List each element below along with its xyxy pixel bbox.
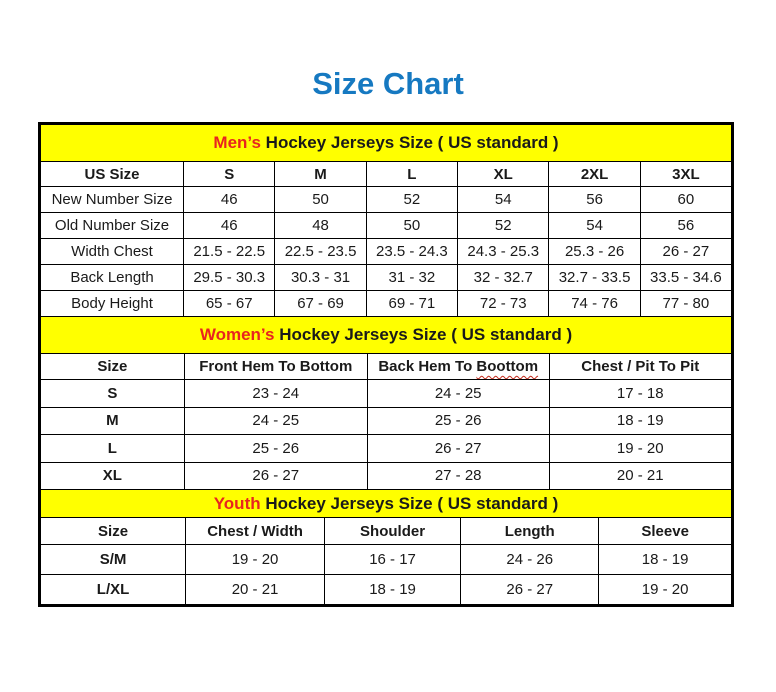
col-header-back-hem	[367, 354, 549, 380]
cell-value: 24 - 25	[367, 380, 549, 408]
row-label: L/XL	[41, 575, 186, 605]
cell-value: 77 - 80	[640, 291, 731, 317]
table-row-new-number-size	[41, 187, 732, 213]
youth-band-rest: Hockey Jerseys Size ( US standard )	[260, 493, 559, 513]
mens-band-row	[41, 125, 732, 162]
cell-value: 22.5 - 23.5	[275, 239, 366, 265]
size-chart-tables	[38, 122, 734, 607]
row-label: M	[41, 407, 185, 435]
table-row-old-number-size	[41, 213, 732, 239]
cell-value: 24 - 26	[461, 545, 599, 575]
page-title: Size Chart	[312, 66, 464, 101]
col-header-chest-width: Chest / Width	[186, 518, 325, 545]
mens-band-title	[41, 125, 732, 162]
row-label: S/M	[41, 545, 186, 575]
col-header-size: Size	[41, 354, 185, 380]
cell-value: 30.3 - 31	[275, 265, 366, 291]
cell-value: 52	[366, 187, 457, 213]
cell-value: 26 - 27	[367, 435, 549, 463]
col-header-length: Length	[461, 518, 599, 545]
col-header-3xl: 3XL	[640, 162, 731, 187]
table-row-youth-lxl	[41, 575, 732, 605]
youth-band-title	[41, 490, 732, 518]
cell-value: 52	[458, 213, 549, 239]
womens-band-rest: Hockey Jerseys Size ( US standard )	[274, 325, 573, 344]
table-row-womens-s	[41, 380, 732, 408]
youth-band-row	[41, 490, 732, 518]
cell-value: 67 - 69	[275, 291, 366, 317]
cell-value: 46	[184, 187, 275, 213]
cell-value: 54	[549, 213, 640, 239]
mens-header-row	[41, 162, 732, 187]
col-header-back-hem-misspelled-word: Boottom	[476, 358, 539, 375]
cell-value: 50	[275, 187, 366, 213]
col-header-chest-pit: Chest / Pit To Pit	[549, 354, 731, 380]
cell-value: 54	[458, 187, 549, 213]
cell-value: 19 - 20	[549, 435, 731, 463]
cell-value: 18 - 19	[325, 575, 461, 605]
mens-band-rest: Hockey Jerseys Size ( US standard )	[260, 133, 559, 152]
womens-band-title	[41, 317, 732, 354]
table-row-youth-sm	[41, 545, 732, 575]
cell-value: 24.3 - 25.3	[458, 239, 549, 265]
row-label: S	[41, 380, 185, 408]
table-row-womens-xl	[41, 462, 732, 490]
cell-value: 46	[184, 213, 275, 239]
col-header-front-hem: Front Hem To Bottom	[184, 354, 367, 380]
row-label: Old Number Size	[41, 213, 184, 239]
cell-value: 50	[366, 213, 457, 239]
col-header-s: S	[184, 162, 275, 187]
col-header-shoulder: Shoulder	[325, 518, 461, 545]
cell-value: 17 - 18	[549, 380, 731, 408]
cell-value: 48	[275, 213, 366, 239]
cell-value: 32.7 - 33.5	[549, 265, 640, 291]
cell-value: 25.3 - 26	[549, 239, 640, 265]
cell-value: 20 - 21	[549, 462, 731, 490]
table-row-back-length	[41, 265, 732, 291]
cell-value: 25 - 26	[367, 407, 549, 435]
cell-value: 18 - 19	[599, 545, 732, 575]
cell-value: 25 - 26	[184, 435, 367, 463]
cell-value: 21.5 - 22.5	[184, 239, 275, 265]
cell-value: 65 - 67	[184, 291, 275, 317]
table-row-womens-m	[41, 407, 732, 435]
cell-value: 18 - 19	[549, 407, 731, 435]
womens-band-accent: Women’s	[199, 325, 275, 344]
cell-value: 26 - 27	[640, 239, 731, 265]
cell-value: 56	[640, 213, 731, 239]
col-header-us-size: US Size	[41, 162, 184, 187]
table-row-width-chest	[41, 239, 732, 265]
row-label: Body Height	[41, 291, 184, 317]
row-label: L	[41, 435, 185, 463]
womens-band-row	[41, 317, 732, 354]
row-label: New Number Size	[41, 187, 184, 213]
cell-value: 23.5 - 24.3	[366, 239, 457, 265]
youth-band-accent: Youth	[213, 493, 261, 513]
table-row-womens-l	[41, 435, 732, 463]
womens-size-table	[40, 316, 732, 490]
cell-value: 20 - 21	[186, 575, 325, 605]
cell-value: 29.5 - 30.3	[184, 265, 275, 291]
womens-header-row	[41, 354, 732, 380]
col-header-2xl: 2XL	[549, 162, 640, 187]
cell-value: 56	[549, 187, 640, 213]
cell-value: 74 - 76	[549, 291, 640, 317]
cell-value: 72 - 73	[458, 291, 549, 317]
youth-size-table	[40, 489, 732, 605]
cell-value: 19 - 20	[186, 545, 325, 575]
youth-header-row	[41, 518, 732, 545]
col-header-l: L	[366, 162, 457, 187]
mens-band-accent: Men’s	[213, 133, 261, 152]
col-header-xl: XL	[458, 162, 549, 187]
col-header-size: Size	[41, 518, 186, 545]
table-row-body-height	[41, 291, 732, 317]
mens-size-table	[40, 124, 732, 317]
cell-value: 19 - 20	[599, 575, 732, 605]
cell-value: 60	[640, 187, 731, 213]
row-label: Back Length	[41, 265, 184, 291]
cell-value: 23 - 24	[184, 380, 367, 408]
cell-value: 69 - 71	[366, 291, 457, 317]
cell-value: 31 - 32	[366, 265, 457, 291]
col-header-back-hem-prefix: Back Hem To	[378, 358, 477, 375]
col-header-sleeve: Sleeve	[599, 518, 732, 545]
cell-value: 24 - 25	[184, 407, 367, 435]
cell-value: 32 - 32.7	[458, 265, 549, 291]
cell-value: 26 - 27	[461, 575, 599, 605]
cell-value: 33.5 - 34.6	[640, 265, 731, 291]
cell-value: 26 - 27	[184, 462, 367, 490]
row-label: Width Chest	[41, 239, 184, 265]
cell-value: 16 - 17	[325, 545, 461, 575]
row-label: XL	[41, 462, 185, 490]
cell-value: 27 - 28	[367, 462, 549, 490]
col-header-m: M	[275, 162, 366, 187]
